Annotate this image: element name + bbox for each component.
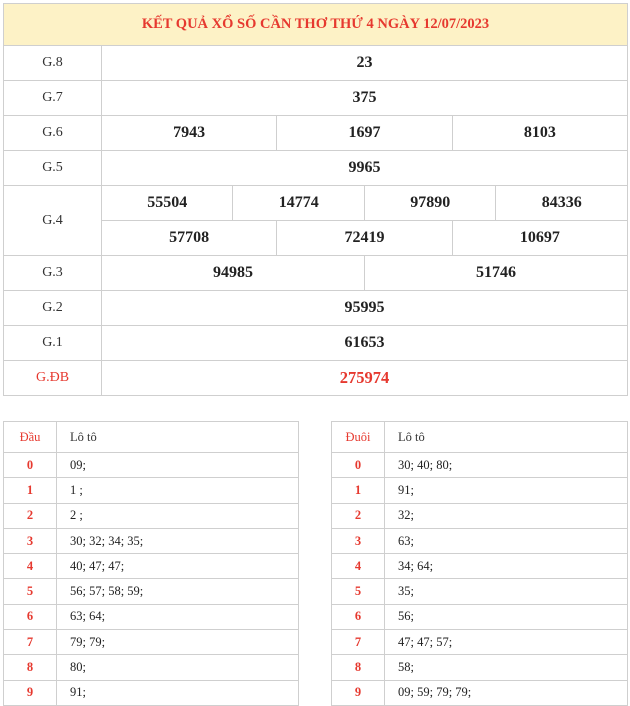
loto-row [332, 630, 628, 655]
loto-values: 47; 47; 57; [385, 630, 628, 655]
prize-number: 95995 [102, 291, 628, 326]
loto-row [4, 604, 299, 629]
loto-row [4, 528, 299, 553]
loto-digit: 6 [332, 604, 385, 629]
loto-values: 56; 57; 58; 59; [57, 579, 299, 604]
loto-values: 63; [385, 528, 628, 553]
prize-row-g5 [4, 151, 628, 186]
column-header-dau: Đầu [4, 422, 57, 453]
prize-number: 8103 [452, 116, 627, 151]
loto-row [4, 503, 299, 528]
loto-digit: 6 [4, 604, 57, 629]
loto-header-row [4, 422, 299, 453]
loto-digit: 3 [332, 528, 385, 553]
prize-label: G.5 [4, 151, 102, 186]
loto-values: 2 ; [57, 503, 299, 528]
loto-row [4, 554, 299, 579]
loto-row [332, 554, 628, 579]
loto-values: 91; [57, 680, 299, 705]
loto-values: 56; [385, 604, 628, 629]
loto-values: 30; 40; 80; [385, 453, 628, 478]
prize-row-special [4, 361, 628, 396]
loto-digit: 2 [332, 503, 385, 528]
loto-values: 79; 79; [57, 630, 299, 655]
loto-digit: 1 [332, 478, 385, 503]
prize-number: 10697 [452, 221, 627, 256]
loto-row [332, 655, 628, 680]
loto-digit: 4 [332, 554, 385, 579]
prize-number: 7943 [102, 116, 277, 151]
prize-label: G.7 [4, 81, 102, 116]
prize-number: 61653 [102, 326, 628, 361]
prize-label: G.3 [4, 256, 102, 291]
prize-number: 51746 [364, 256, 627, 291]
loto-head-table [3, 421, 299, 706]
loto-values: 34; 64; [385, 554, 628, 579]
loto-row [4, 630, 299, 655]
prize-label: G.6 [4, 116, 102, 151]
prize-number: 94985 [102, 256, 365, 291]
loto-digit: 8 [4, 655, 57, 680]
loto-digit: 9 [332, 680, 385, 705]
prize-number: 1697 [277, 116, 452, 151]
loto-digit: 3 [4, 528, 57, 553]
column-header-loto: Lô tô [385, 422, 628, 453]
prize-number-special: 275974 [102, 361, 628, 396]
column-header-loto: Lô tô [57, 422, 299, 453]
loto-row [4, 655, 299, 680]
loto-digit: 2 [4, 503, 57, 528]
loto-values: 91; [385, 478, 628, 503]
prize-label: G.8 [4, 46, 102, 81]
loto-row [332, 453, 628, 478]
prize-number: 72419 [277, 221, 452, 256]
loto-row [332, 604, 628, 629]
prize-row-g3 [4, 256, 628, 291]
loto-digit: 8 [332, 655, 385, 680]
prize-number: 375 [102, 81, 628, 116]
loto-tail-table [331, 421, 628, 706]
column-header-duoi: Đuôi [332, 422, 385, 453]
loto-values: 58; [385, 655, 628, 680]
loto-row [332, 478, 628, 503]
loto-values: 30; 32; 34; 35; [57, 528, 299, 553]
prize-row-g1 [4, 326, 628, 361]
loto-row [4, 453, 299, 478]
prize-row-g6 [4, 116, 628, 151]
loto-header-row [332, 422, 628, 453]
prize-label-special: G.ĐB [4, 361, 102, 396]
loto-values: 09; [57, 453, 299, 478]
prize-number: 84336 [496, 186, 628, 221]
loto-row [332, 528, 628, 553]
prize-row-g2 [4, 291, 628, 326]
loto-digit: 4 [4, 554, 57, 579]
prize-number: 97890 [364, 186, 495, 221]
loto-values: 80; [57, 655, 299, 680]
loto-row [4, 680, 299, 705]
loto-values: 40; 47; 47; [57, 554, 299, 579]
prize-row-g4 [4, 186, 628, 221]
loto-digit: 5 [4, 579, 57, 604]
prize-label: G.1 [4, 326, 102, 361]
prize-number: 55504 [102, 186, 233, 221]
prize-number: 23 [102, 46, 628, 81]
loto-row [4, 478, 299, 503]
loto-values: 1 ; [57, 478, 299, 503]
loto-values: 09; 59; 79; 79; [385, 680, 628, 705]
loto-values: 63; 64; [57, 604, 299, 629]
prize-number: 9965 [102, 151, 628, 186]
prize-label: G.4 [4, 186, 102, 256]
loto-row [332, 579, 628, 604]
prize-row-g8 [4, 46, 628, 81]
loto-digit: 1 [4, 478, 57, 503]
loto-digit: 9 [4, 680, 57, 705]
prize-number: 14774 [233, 186, 364, 221]
loto-row [332, 503, 628, 528]
loto-digit: 5 [332, 579, 385, 604]
prize-label: G.2 [4, 291, 102, 326]
loto-row [332, 680, 628, 705]
results-table [3, 3, 628, 396]
loto-values: 32; [385, 503, 628, 528]
loto-row [4, 579, 299, 604]
results-title: KẾT QUẢ XỔ SỐ CẦN THƠ THỨ 4 NGÀY 12/07/2023 [4, 4, 628, 46]
prize-number: 57708 [102, 221, 277, 256]
loto-digit: 0 [332, 453, 385, 478]
loto-digit: 0 [4, 453, 57, 478]
prize-row-g7 [4, 81, 628, 116]
loto-digit: 7 [4, 630, 57, 655]
loto-values: 35; [385, 579, 628, 604]
loto-digit: 7 [332, 630, 385, 655]
